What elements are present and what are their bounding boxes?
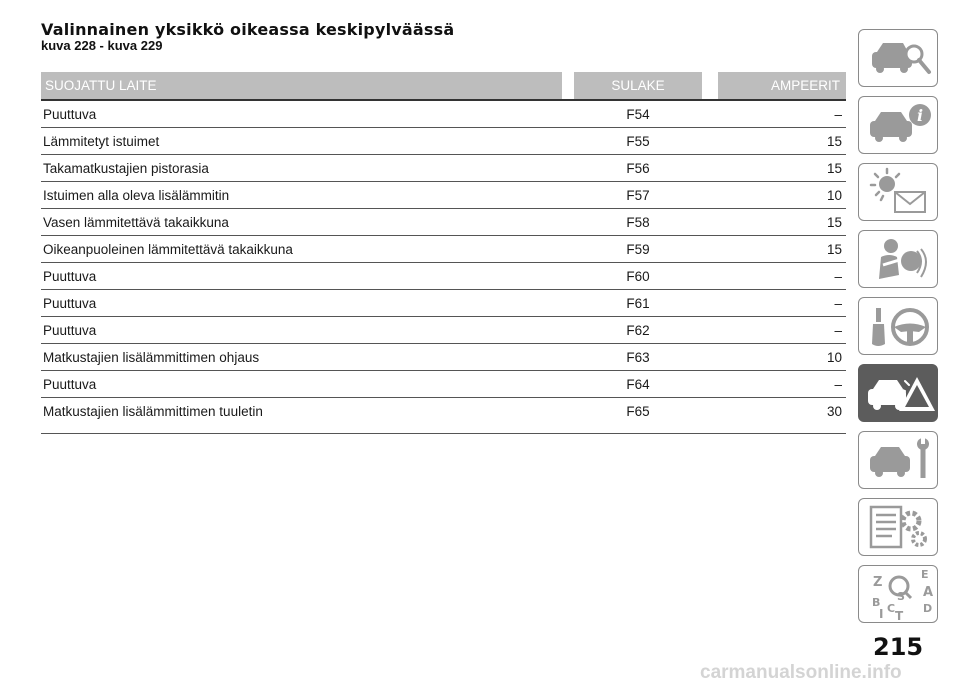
device-cell: Puuttuva <box>43 269 97 284</box>
fuse-cell: F59 <box>626 242 650 257</box>
table-row <box>41 209 846 236</box>
table-header <box>41 72 846 101</box>
table-row <box>41 263 846 290</box>
fuse-cell: F56 <box>626 161 650 176</box>
device-cell: Vasen lämmitettävä takaikkuna <box>43 215 229 230</box>
column-header-fuse: SULAKE <box>574 72 702 99</box>
svg-text:i: i <box>916 106 924 125</box>
amps-cell: – <box>834 107 842 122</box>
table-row <box>41 290 846 317</box>
chapter-tab-1[interactable] <box>858 29 938 87</box>
table-row <box>41 371 846 398</box>
table-row <box>41 182 846 209</box>
page-title: Valinnainen yksikkö oikeassa keskipylväässä <box>41 20 455 39</box>
car-search-icon <box>859 30 939 88</box>
index-letter: B <box>872 596 881 609</box>
fuse-cell: F65 <box>626 404 650 419</box>
amps-cell: 30 <box>826 404 842 419</box>
table-row <box>41 128 846 155</box>
table-row <box>41 101 846 128</box>
fuse-cell: F64 <box>626 377 650 392</box>
figure-reference: kuva 228 - kuva 229 <box>41 38 163 53</box>
steering-wheel-key-icon <box>859 298 939 356</box>
page-number: 215 <box>873 633 924 661</box>
fuse-cell: F58 <box>626 215 650 230</box>
index-letter: C <box>887 602 896 615</box>
amps-cell: – <box>834 323 842 338</box>
chapter-tab-6-active[interactable] <box>858 364 938 422</box>
airbag-passenger-icon <box>859 231 939 289</box>
chapter-tab-5[interactable] <box>858 297 938 355</box>
column-header-amps: AMPEERIT <box>718 72 846 99</box>
amps-cell: 15 <box>826 215 842 230</box>
device-cell: Istuimen alla oleva lisälämmitin <box>43 188 230 203</box>
car-breakdown-warning-icon <box>859 365 939 423</box>
table-row <box>41 155 846 182</box>
chapter-tab-7[interactable] <box>858 431 938 489</box>
document-gear-icon <box>859 499 939 557</box>
car-wrench-icon <box>859 432 939 490</box>
table-row <box>41 236 846 263</box>
index-letter: Z <box>873 575 883 590</box>
chapter-tab-3[interactable] <box>858 163 938 221</box>
device-cell: Puuttuva <box>43 377 97 392</box>
device-cell: Puuttuva <box>43 107 97 122</box>
chapter-tab-8[interactable] <box>858 498 938 556</box>
fuse-cell: F60 <box>626 269 650 284</box>
device-cell: Oikeanpuoleinen lämmitettävä takaikkuna <box>43 242 293 257</box>
index-letter: E <box>921 568 929 581</box>
index-letter: S <box>897 590 905 603</box>
alphabet-index-icon <box>859 566 939 624</box>
device-cell: Matkustajien lisälämmittimen ohjaus <box>43 350 260 365</box>
device-cell: Puuttuva <box>43 296 97 311</box>
chapter-tab-2[interactable] <box>858 96 938 154</box>
device-cell: Takamatkustajien pistorasia <box>43 161 209 176</box>
index-letter: T <box>895 609 904 623</box>
fuse-cell: F61 <box>626 296 650 311</box>
fuse-cell: F57 <box>626 188 650 203</box>
amps-cell: 10 <box>826 188 842 203</box>
amps-cell: 15 <box>826 134 842 149</box>
table-row <box>41 398 846 434</box>
warning-light-envelope-icon <box>859 164 939 222</box>
device-cell: Matkustajien lisälämmittimen tuuletin <box>43 404 263 419</box>
index-letter: D <box>923 602 933 615</box>
car-info-icon <box>859 97 939 155</box>
chapter-tab-4[interactable] <box>858 230 938 288</box>
index-letter: A <box>923 585 934 600</box>
table-row <box>41 344 846 371</box>
amps-cell: – <box>834 377 842 392</box>
device-cell: Puuttuva <box>43 323 97 338</box>
fuse-cell: F54 <box>626 107 650 122</box>
amps-cell: 15 <box>826 242 842 257</box>
watermark-text: carmanualsonline.info <box>700 662 902 683</box>
table-body <box>41 101 846 434</box>
device-cell: Lämmitetyt istuimet <box>43 134 160 149</box>
table-row <box>41 317 846 344</box>
column-header-device: SUOJATTU LAITE <box>41 72 562 99</box>
index-letter: I <box>879 607 884 621</box>
chapter-tab-9[interactable] <box>858 565 938 623</box>
amps-cell: – <box>834 296 842 311</box>
fuse-cell: F63 <box>626 350 650 365</box>
fuse-cell: F55 <box>626 134 650 149</box>
amps-cell: – <box>834 269 842 284</box>
amps-cell: 10 <box>826 350 842 365</box>
fuse-cell: F62 <box>626 323 650 338</box>
amps-cell: 15 <box>826 161 842 176</box>
fuse-table <box>41 72 846 434</box>
